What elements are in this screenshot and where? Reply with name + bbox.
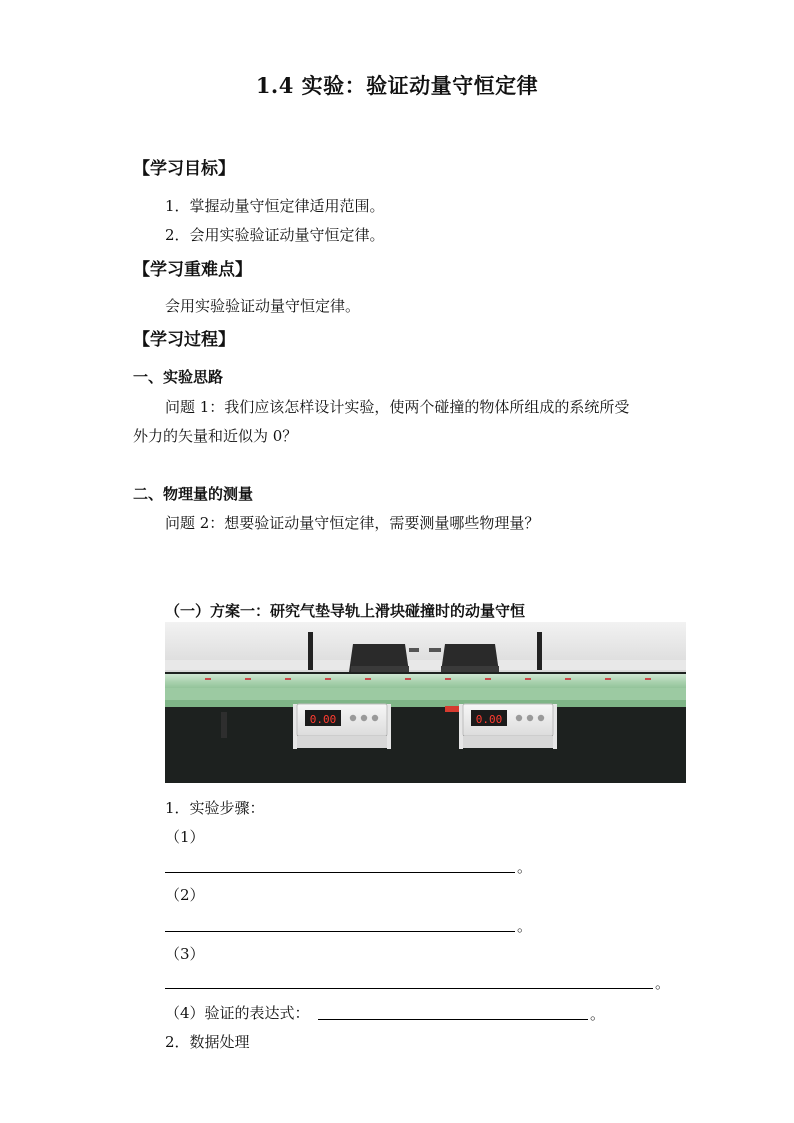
expression-blank[interactable] xyxy=(318,1019,588,1020)
goal-item-2: 2．会用实验验证动量守恒定律。 xyxy=(165,226,385,244)
air-track-photo xyxy=(165,622,686,783)
page-title: 1.4 实验：验证动量守恒定律 xyxy=(255,73,539,98)
question-1-line2: 外力的矢量和近似为 0？ xyxy=(133,427,298,445)
learning-process-heading: 【学习过程】 xyxy=(133,330,235,350)
timer-2-reading: 0.00 xyxy=(475,713,503,726)
timer-1-reading: 0.00 xyxy=(309,713,337,726)
step-1-period: 。 xyxy=(517,858,533,876)
step-4-period: 。 xyxy=(590,1005,606,1023)
air-track-illustration xyxy=(165,622,686,783)
step-4-label: （4）验证的表达式： xyxy=(165,1004,310,1022)
learning-goals-heading: 【学习目标】 xyxy=(133,159,235,179)
steps-heading: 1．实验步骤： xyxy=(165,799,265,817)
step-2-period: 。 xyxy=(517,917,533,935)
question-1-line1: 问题 1：我们应该怎样设计实验，使两个碰撞的物体所组成的系统所受 xyxy=(165,398,630,416)
question-2: 问题 2：想要验证动量守恒定律，需要测量哪些物理量？ xyxy=(165,514,540,532)
step-3-blank[interactable] xyxy=(165,988,653,989)
step-3-label: （3） xyxy=(165,945,205,963)
part2-heading: 二、物理量的测量 xyxy=(133,485,254,503)
key-points-heading: 【学习重难点】 xyxy=(133,260,252,280)
step-2-blank[interactable] xyxy=(165,931,515,932)
step-3-period: 。 xyxy=(655,974,671,992)
scheme-1-heading: （一）方案一：研究气垫导轨上滑块碰撞时的动量守恒 xyxy=(165,602,526,620)
step-1-blank[interactable] xyxy=(165,872,515,873)
goal-item-1: 1．掌握动量守恒定律适用范围。 xyxy=(165,197,385,215)
data-processing-heading: 2．数据处理 xyxy=(165,1033,250,1051)
step-2-label: （2） xyxy=(165,886,205,904)
step-1-label: （1） xyxy=(165,828,205,846)
part1-heading: 一、实验思路 xyxy=(133,368,224,386)
key-points-text: 会用实验验证动量守恒定律。 xyxy=(165,297,361,315)
